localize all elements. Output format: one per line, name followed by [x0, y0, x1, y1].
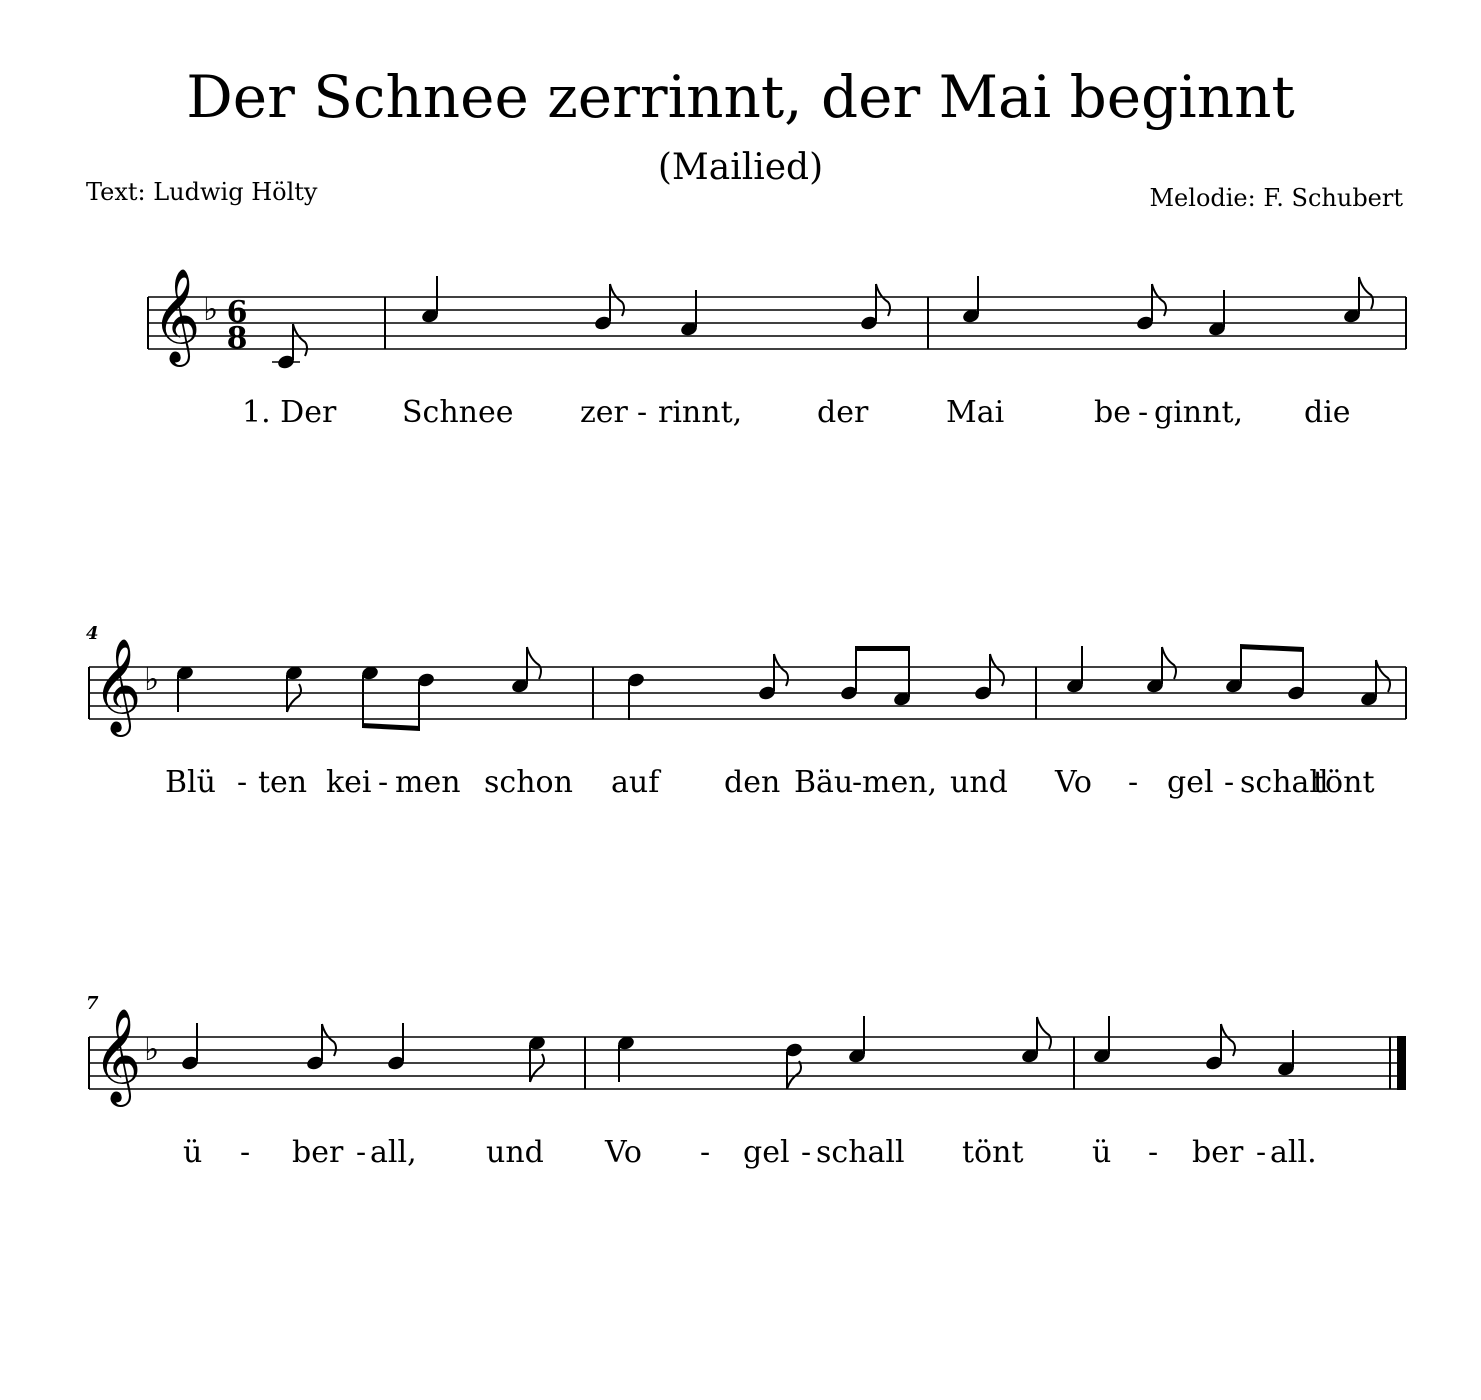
staff-system-3	[0, 980, 1481, 1140]
lyric-syllable: Blü	[165, 765, 216, 800]
notes	[180, 1016, 1295, 1089]
notes	[175, 644, 1390, 731]
lyric-syllable: 1. Der	[242, 395, 337, 430]
lyric-hyphen: -	[356, 1135, 367, 1170]
lyric-hyphen: -	[801, 1135, 812, 1170]
flat-key-signature-icon: ♭	[203, 290, 219, 328]
lyrics-line-1	[0, 395, 1481, 438]
lyric-syllable: Schnee	[402, 395, 514, 430]
staff-system-2	[0, 610, 1481, 770]
lyric-hyphen: -	[637, 395, 648, 430]
time-signature-denominator: 8	[226, 321, 248, 356]
lyric-syllable: Bäu	[794, 765, 854, 800]
lyric-syllable: den	[724, 765, 781, 800]
lyric-hyphen: -	[1256, 1135, 1267, 1170]
lyric-hyphen: -	[700, 1135, 711, 1170]
lyric-hyphen: -	[1138, 395, 1149, 430]
lyric-syllable: und	[486, 1135, 544, 1170]
lyric-syllable: men	[395, 765, 461, 800]
lyric-syllable: ü	[1092, 1135, 1112, 1170]
lyric-hyphen: -	[1148, 1135, 1159, 1170]
time-signature-numerator: 6	[226, 295, 248, 330]
lyric-syllable: be	[1094, 395, 1131, 430]
composer-credit: Melodie: F. Schubert	[1149, 184, 1403, 212]
lyric-syllable: kei	[326, 765, 372, 800]
lyric-syllable: tönt	[962, 1135, 1024, 1170]
measure-number: 4	[86, 623, 99, 644]
lyrics-line-2	[0, 765, 1481, 808]
lyric-syllable: Vo	[1055, 765, 1092, 800]
lyric-hyphen: -	[852, 765, 863, 800]
lyric-syllable: zer	[580, 395, 628, 430]
song-subtitle: (Mailied)	[657, 147, 824, 188]
lyric-syllable: ginnt,	[1154, 395, 1244, 430]
lyric-syllable: ten	[258, 765, 308, 800]
treble-clef-icon: 𝄞	[93, 638, 142, 733]
lyric-hyphen: -	[1128, 765, 1139, 800]
lyric-syllable: men,	[862, 765, 938, 800]
lyrics-line-3	[0, 1135, 1481, 1178]
lyric-syllable: rinnt,	[658, 395, 743, 430]
song-title: Der Schnee zerrinnt, der Mai beginnt	[186, 63, 1295, 131]
lyric-syllable: all.	[1270, 1135, 1317, 1170]
lyric-syllable: die	[1304, 395, 1351, 430]
lyric-hyphen: -	[378, 765, 389, 800]
lyric-syllable: ber	[1192, 1135, 1244, 1170]
staff-system-1	[0, 240, 1481, 400]
lyric-syllable: Mai	[946, 395, 1005, 430]
lyric-syllable: auf	[611, 765, 660, 800]
lyric-syllable: ber	[292, 1135, 344, 1170]
lyric-hyphen: -	[1224, 765, 1235, 800]
poet-credit: Text: Ludwig Hölty	[86, 178, 318, 206]
flat-key-signature-icon: ♭	[144, 660, 160, 698]
lyric-syllable: gel	[743, 1135, 790, 1170]
lyric-syllable: schon	[484, 765, 573, 800]
lyric-hyphen: -	[240, 1135, 251, 1170]
lyric-syllable: schall	[1240, 765, 1329, 800]
lyric-syllable: und	[950, 765, 1008, 800]
lyric-syllable: Vo	[605, 1135, 642, 1170]
lyric-hyphen: -	[237, 765, 248, 800]
lyric-syllable: gel	[1167, 765, 1214, 800]
lyric-syllable: ü	[183, 1135, 203, 1170]
lyric-syllable: schall	[816, 1135, 905, 1170]
final-barline	[1397, 1036, 1406, 1090]
lyric-syllable: all,	[370, 1135, 417, 1170]
measure-number: 7	[86, 993, 99, 1014]
lyric-syllable: tönt	[1313, 765, 1375, 800]
treble-clef-icon: 𝄞	[152, 268, 201, 363]
lyric-syllable: der	[817, 395, 869, 430]
flat-key-signature-icon: ♭	[144, 1030, 160, 1068]
treble-clef-icon: 𝄞	[93, 1008, 142, 1103]
